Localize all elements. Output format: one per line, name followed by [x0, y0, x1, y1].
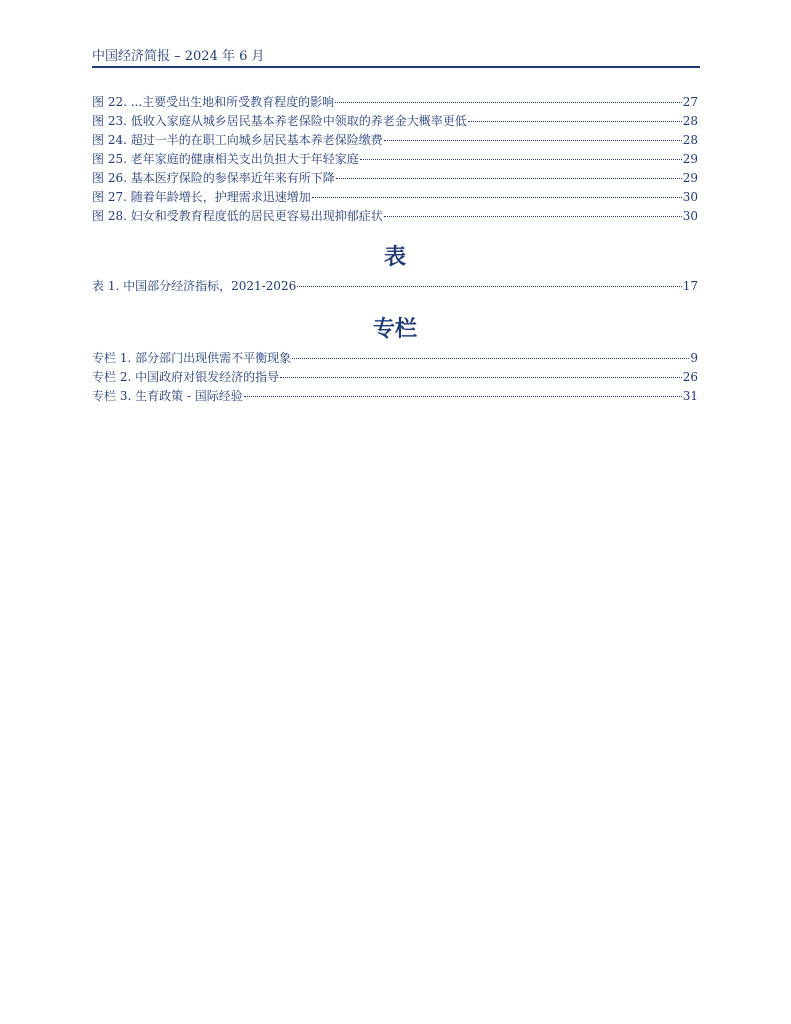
toc-entry[interactable]: [92, 131, 698, 150]
toc-leader-dots: [384, 216, 682, 217]
toc-entry[interactable]: [92, 368, 698, 387]
toc-entry-page: 28: [682, 114, 698, 128]
toc-leader-dots: [336, 178, 682, 179]
toc-entry-page: 9: [690, 351, 698, 365]
tables-toc-list: [92, 277, 698, 296]
figures-toc-list: [92, 93, 698, 226]
toc-entry[interactable]: [92, 207, 698, 226]
toc-leader-dots: [384, 140, 682, 141]
toc-leader-dots: [468, 121, 682, 122]
toc-entry-label: 图 25. 老年家庭的健康相关支出负担大于年轻家庭: [92, 152, 359, 166]
toc-entry-label: 专栏 1. 部分部门出现供需不平衡现象: [92, 351, 292, 365]
toc-entry[interactable]: [92, 277, 698, 296]
toc-entry-page: 28: [682, 133, 698, 147]
toc-entry[interactable]: [92, 150, 698, 169]
toc-leader-dots: [360, 159, 682, 160]
toc-entry-label: 图 26. 基本医疗保险的参保率近年来有所下降: [92, 171, 335, 185]
tables-section-heading: 表: [383, 244, 406, 270]
toc-entry-label: 专栏 2. 中国政府对银发经济的指导: [92, 370, 280, 384]
boxes-section-heading: 专栏: [372, 316, 417, 342]
toc-entry-page: 30: [682, 190, 698, 204]
toc-entry[interactable]: [92, 93, 698, 112]
toc-leader-dots: [244, 396, 682, 397]
toc-entry-page: 31: [682, 389, 698, 403]
toc-entry-page: 30: [682, 209, 698, 223]
toc-leader-dots: [292, 358, 689, 359]
toc-entry-label: 表 1. 中国部分经济指标，2021-2026: [92, 279, 297, 293]
toc-entry-label: 图 22. ...主要受出生地和所受教育程度的影响: [92, 95, 335, 109]
toc-entry[interactable]: [92, 169, 698, 188]
toc-entry-label: 图 27. 随着年龄增长，护理需求迅速增加: [92, 190, 311, 204]
toc-entry[interactable]: [92, 349, 698, 368]
toc-entry-page: 29: [682, 171, 698, 185]
toc-leader-dots: [335, 102, 682, 103]
toc-entry-page: 29: [682, 152, 698, 166]
boxes-toc-list: [92, 349, 698, 406]
page-header: 中国经济简报 – 2024 年 6 月: [92, 49, 265, 64]
header-divider: [92, 66, 700, 68]
toc-entry-page: 17: [682, 279, 698, 293]
toc-leader-dots: [280, 377, 682, 378]
toc-entry-label: 专栏 3. 生育政策 - 国际经验: [92, 389, 243, 403]
toc-entry[interactable]: [92, 188, 698, 207]
toc-entry-label: 图 23. 低收入家庭从城乡居民基本养老保险中领取的养老金大概率更低: [92, 114, 467, 128]
toc-entry[interactable]: [92, 112, 698, 131]
toc-entry[interactable]: [92, 387, 698, 406]
toc-entry-label: 图 24. 超过一半的在职工向城乡居民基本养老保险缴费: [92, 133, 383, 147]
toc-leader-dots: [297, 286, 682, 287]
toc-entry-page: 27: [682, 95, 698, 109]
toc-leader-dots: [312, 197, 682, 198]
toc-entry-page: 26: [682, 370, 698, 384]
toc-entry-label: 图 28. 妇女和受教育程度低的居民更容易出现抑郁症状: [92, 209, 383, 223]
